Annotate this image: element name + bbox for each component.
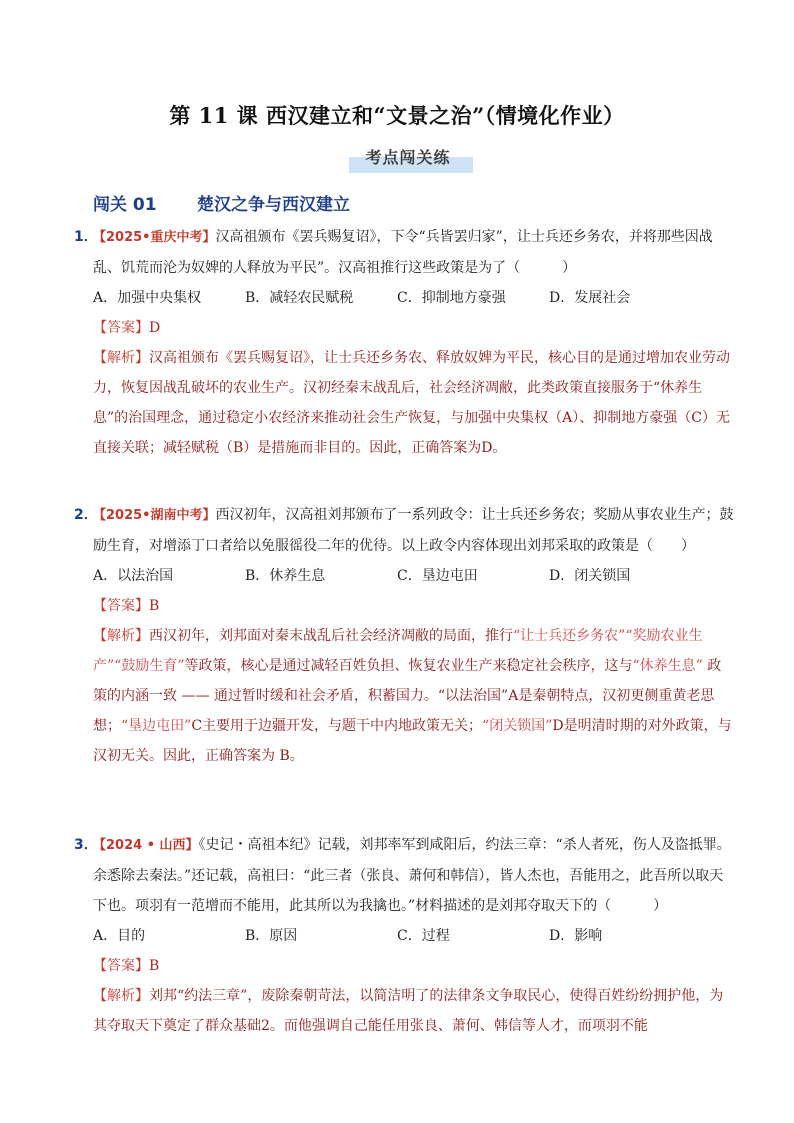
option-d: D．发展社会 (549, 290, 631, 306)
question-stem (93, 500, 734, 561)
answer (93, 951, 734, 981)
highlight-biguan: “闭关锁国” (482, 718, 553, 734)
option-a: A．以法治国 (93, 568, 174, 584)
answer-label: 【答案】 (93, 320, 149, 336)
explanation-label: 【解析】 (93, 988, 149, 1004)
stem-text: 西汉初年，汉高祖刘邦颁布了一系列政令：让士兵还乡务农；奖励从事农业生产；鼓励生育，对增添丁口者给以免服徭役二年的优待。以上政令内容体现出刘邦采取的政策是（ ） (93, 507, 734, 554)
explanation (93, 343, 734, 463)
highlight-tuntian: “垦边屯田” (121, 718, 192, 734)
stem-text: 汉高祖颁布《罢兵赐复诏》，下令“兵皆罢归家”，让士兵还乡务农，并将那些因战乱、饥荒而沦为奴婢的人释放为平民”。汉高祖推行这些政策是为了（ ） (93, 229, 713, 276)
source-tag: 【2025•湖南中考】 (93, 508, 216, 523)
question-stem (93, 222, 734, 283)
question-number: 3． (74, 837, 98, 853)
explanation (93, 981, 734, 1041)
answer-label: 【答案】 (93, 598, 149, 614)
options (93, 561, 734, 591)
option-c: C．垦边屯田 (397, 568, 478, 584)
answer-value: B (149, 958, 160, 974)
option-a: A．目的 (93, 928, 146, 944)
question-number: 2． (74, 507, 98, 523)
option-b: B．减轻农民赋税 (245, 290, 354, 306)
options (93, 921, 734, 951)
explanation-text: 汉高祖颁布《罢兵赐复诏》，让士兵还乡务农、释放奴婢为平民，核心目的是通过增加农业劳动力，恢复因战乱破坏的农业生产。汉初经秦末战乱后，社会经济凋敝，此类政策直接服务于“休养生息”的治国理念，通过稳定小农经济来推动社会生产恢复，与加强中央集权（A）、抑制地方豪强（C）无直接关联；减轻赋税（B）是措施而非目的。因此，正确答案为D。 (93, 350, 730, 456)
section-name: 楚汉之争与西汉建立 (197, 195, 350, 215)
answer (93, 591, 734, 621)
explanation-part: 政策的内涵一致 —— 通过暂时缓和社会矛盾，积蓄国力。“以法治国”A是秦朝特点，汉初更侧重黄老思想； (93, 658, 722, 734)
explanation (93, 621, 734, 771)
explanation-label: 【解析】 (93, 628, 149, 644)
explanation-part: C主要用于边疆开发，与题干中内地政策无关； (191, 718, 483, 734)
section-number: 闯关 01 (93, 195, 157, 215)
option-d: D．闭关锁国 (549, 568, 631, 584)
option-c: C．抑制地方豪强 (397, 290, 506, 306)
source-tag: 【2025•重庆中考】 (93, 230, 216, 245)
explanation-text: 刘邦“约法三章”，废除秦朝苛法，以简洁明了的法律条文争取民心，使得百姓纷纷拥护他，为其夺取天下奠定了群众基础2。而他强调自己能任用张良、萧何、韩信等人才，而项羽不能 (93, 988, 724, 1034)
highlight-policy: “让士兵还乡务农”“奖励农业生产”“鼓励生育” (93, 628, 703, 674)
answer (93, 313, 734, 343)
stem-text: 《史记・高祖本纪》记载，刘邦率军到咸阳后，约法三章：“杀人者死，伤人及盗抵罪。余悉除去秦法。”还记载，高祖曰：“此三者（张良、萧何和韩信），皆人杰也，吾能用之，此吾所以取天下也。项羽有一范增而不能用，此其所以为我擒也。”材料描述的是刘邦夺取天下的（ ） (93, 837, 731, 914)
option-a: A．加强中央集权 (93, 290, 202, 306)
source-tag: 【2024 • 山西】 (93, 838, 199, 853)
banner-label: 考点闯关练 (365, 148, 451, 167)
question-number: 1． (74, 229, 98, 245)
option-d: D．影响 (549, 928, 603, 944)
explanation-label: 【解析】 (93, 350, 149, 366)
question-1 (74, 222, 734, 463)
answer-value: D (149, 320, 161, 336)
explanation-part: 等政策，核心是通过减轻百姓负担、恢复农业生产来稳定社会秩序，这与 (184, 658, 633, 674)
explanation-part: D是明清时期的对外政策，与汉初无关。因此，正确答案为 B。 (93, 718, 732, 764)
explanation-part: 西汉初年，刘邦面对秦末战乱后社会经济凋敝的局面，推行 (149, 628, 513, 644)
option-b: B．休养生息 (245, 568, 326, 584)
question-3 (74, 830, 734, 1041)
answer-value: B (149, 598, 160, 614)
page-title: 第 11 课 西汉建立和“文景之治”（情境化作业） (169, 103, 625, 128)
options (93, 283, 734, 313)
highlight-xiuyang: “休养生息” (632, 658, 703, 674)
question-2 (74, 500, 734, 771)
section-banner (343, 143, 473, 173)
option-b: B．原因 (245, 928, 298, 944)
question-stem (93, 830, 734, 921)
section-heading (93, 190, 350, 215)
option-c: C．过程 (397, 928, 450, 944)
answer-label: 【答案】 (93, 958, 149, 974)
